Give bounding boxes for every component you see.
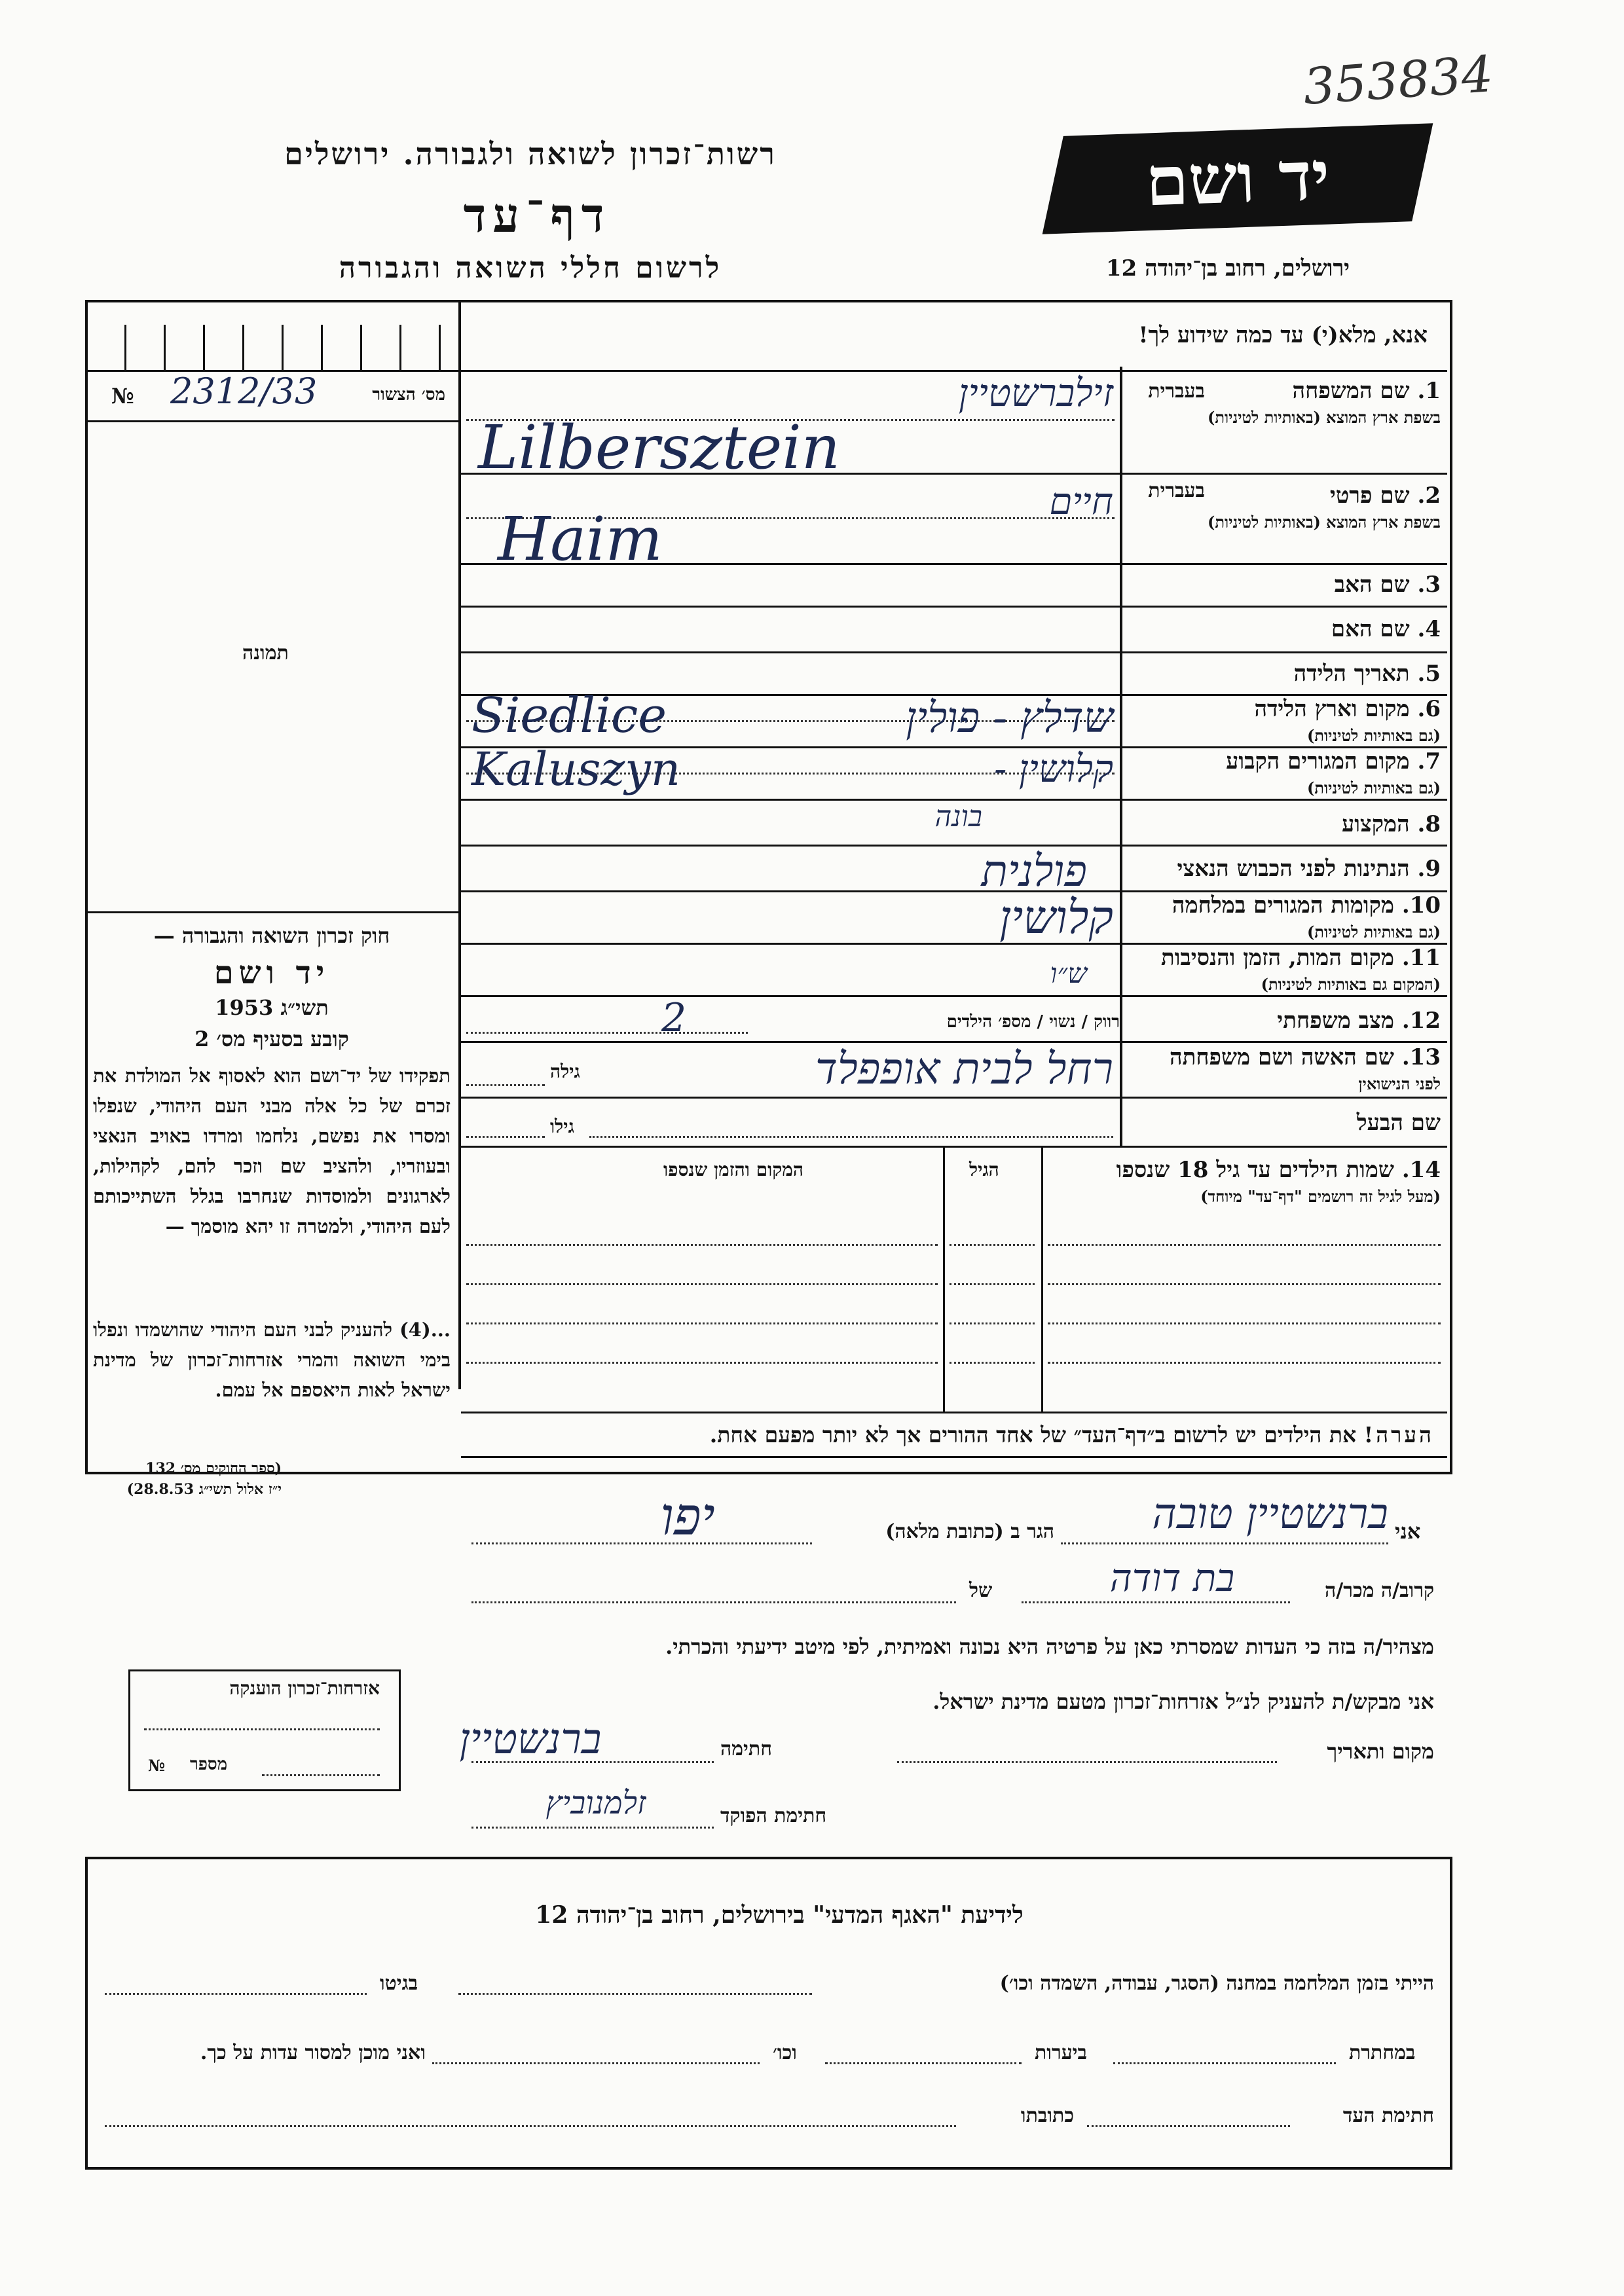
citizenship-number-label: מספר (190, 1755, 228, 1774)
authority-name: רשות־זכרון לשואה ולגבורה. ירושלים (284, 136, 777, 172)
footer-ghetto-label: בגיטו (380, 1972, 418, 1995)
marital-options: רווק / נשוי / מספ׳ הילדים (946, 1012, 1120, 1032)
field-num: 8. (1417, 811, 1441, 837)
law-title: חוק זכרון השואה והגבורה — (153, 923, 390, 948)
field-label: מקומות המגורים במלחמה (1172, 892, 1394, 919)
field-marital-status (1126, 1008, 1441, 1033)
residence-latin[interactable]: Kaluszyn (471, 742, 680, 796)
form-subtitle: לרשום חללי השואה והגבורה (339, 251, 722, 285)
resident-label: הגר ב (כתובת מלאה) (885, 1520, 1054, 1543)
field-residence (1126, 749, 1441, 801)
field-label: שם פרטי (1329, 483, 1410, 509)
field-num: 12. (1401, 1008, 1441, 1034)
officer-signature-label: חתימת הפוקד (720, 1804, 827, 1827)
field-label: שם האם (1331, 616, 1410, 642)
field-husband-name (1126, 1110, 1441, 1135)
field-sub: (המקום גם באותיות לטיניות) (1261, 975, 1441, 994)
registration-value[interactable]: 2312/33 (170, 371, 318, 412)
request-text: אני מבקש/ת להעניק לנ״ל אזרחות־זכרון מטעם מדינת ישראל. (932, 1689, 1434, 1714)
children-count-value[interactable]: 2 (661, 995, 687, 1041)
children-num: 14. (1401, 1157, 1441, 1183)
footer-witness-signature-label: חתימת העד (1342, 2104, 1434, 2127)
profession-value[interactable]: בונה (934, 800, 982, 833)
field-label: תאריך הלידה (1293, 661, 1410, 687)
children-col-age: הגיל (969, 1159, 999, 1180)
instruction-text: אנא, מלא(י) עד כמה שידוע לך! (1138, 322, 1428, 348)
field-label: שם המשפחה (1292, 378, 1410, 404)
children-label: שמות הילדים עד גיל 18 שנספו (1116, 1157, 1394, 1183)
field-sub: (גם באותיות לטיניות) (1306, 922, 1441, 941)
header-address: ירושלים, רחוב בן־יהודה 12 (1105, 255, 1350, 282)
field-father-name (1126, 572, 1441, 597)
signature-value[interactable]: ברנשטיין (459, 1715, 602, 1764)
form-title: דף־עד (463, 187, 611, 243)
field-sub: (גם באותיות לטיניות) (1306, 778, 1441, 797)
war-residence-value[interactable]: קלושין (999, 890, 1113, 944)
field-label: מצב משפחתי (1277, 1008, 1394, 1034)
citizenship-title: אזרחות־זכרון הוענקה (229, 1677, 380, 1699)
footer-willing-text: ואני מוכן למסור עדות על כך. (200, 2041, 426, 2064)
footer-camp-label: הייתי בזמן המלחמה במחנה (הסגר, עבודה, השמדה וכו׳) (999, 1972, 1434, 1995)
children-sub: (מעל לגיל זה רושמים "דף־עד" מיוחד) (1200, 1187, 1441, 1206)
hebrew-col-label-1: בעברית (1148, 380, 1205, 403)
field-war-residence (1126, 893, 1441, 945)
field-num: 3. (1417, 572, 1441, 598)
field-label: מקום וארץ הלידה (1254, 696, 1410, 722)
registration-number (92, 371, 452, 412)
field-num: 7. (1417, 748, 1441, 774)
field-birth-place (1126, 697, 1441, 748)
given-name-hebrew[interactable]: חיים (1049, 481, 1113, 523)
field-nationality (1126, 856, 1441, 881)
field-label: מקום המגורים הקבוע (1226, 748, 1410, 774)
declarant-label: אני (1395, 1519, 1421, 1544)
wife-name-value[interactable]: רחל לבית אופפלד (815, 1044, 1113, 1094)
hebrew-col-label-2: בעברית (1148, 479, 1205, 502)
archive-number: 353834 (1301, 44, 1495, 117)
children-col-place: המקום והזמן שנספו (663, 1159, 803, 1180)
note-label: הערה! (1363, 1422, 1434, 1448)
field-label: שם האשה ושם משפחתה (1170, 1044, 1394, 1070)
resident-value[interactable]: יפו (660, 1486, 715, 1547)
place-date-label: מקום ותאריך (1327, 1739, 1434, 1764)
field-num: 5. (1417, 661, 1441, 687)
field-label: מקום המות, הזמן והנסיבות (1160, 945, 1394, 971)
birth-place-hebrew[interactable]: שדלץ - פולין (906, 694, 1113, 742)
field-profession (1126, 812, 1441, 837)
field-sub: בשפת ארץ המוצא (באותיות לטיניות) (1208, 408, 1441, 427)
nationality-value[interactable]: פולנית (981, 846, 1087, 896)
field-num: 13. (1401, 1044, 1441, 1070)
declarant-name[interactable]: ברנשטיין טובה (1152, 1490, 1388, 1539)
law-years: תשי״ג 1953 (215, 995, 329, 1020)
footer-address-label: כתובתו (1020, 2104, 1074, 2127)
family-name-latin[interactable]: Lilbersztein (478, 412, 841, 483)
field-label: שם האב (1334, 572, 1410, 598)
registration-label: מס׳ הצשור (372, 385, 445, 405)
field-num: 2. (1417, 483, 1441, 509)
relative-value[interactable]: בת דודה (1109, 1556, 1235, 1600)
field-label: המקצוע (1341, 811, 1410, 837)
footer-title: לידיעת "האגף המדעי" בירושלים, רחוב בן־יהודה 12 (535, 1901, 1024, 1929)
logo-text: יד ושם (1144, 135, 1331, 222)
field-sub: (גם באותיות לטיניות) (1306, 726, 1441, 745)
field-num: 9. (1417, 856, 1441, 882)
law-text-2: ...(4) להעניק לבני העם היהודי שהושמדו ונפלו בימי השואה והמרי אזרחות־זכרון של מדינת ישראל לאות היאספם אל עמם. (93, 1319, 451, 1401)
field-sub: לפני הנישואין (1358, 1074, 1441, 1093)
field-num: 6. (1417, 696, 1441, 722)
residence-hebrew[interactable]: קלושין - (993, 746, 1113, 791)
field-mother-name (1126, 617, 1441, 642)
field-label: שם הבעל (1356, 1110, 1441, 1136)
field-birth-date (1126, 661, 1441, 686)
footer-forests-label: ביערות (1035, 2041, 1088, 2064)
birth-place-latin[interactable]: Siedlice (471, 687, 667, 744)
given-name-latin[interactable]: Haim (498, 504, 663, 574)
field-label: הנתינות לפני הכבוש הנאצי (1177, 856, 1410, 882)
officer-signature-value[interactable]: זלמנוביץ (545, 1785, 646, 1821)
field-num: 10. (1401, 892, 1441, 919)
field-death-place (1126, 945, 1441, 997)
death-place-value[interactable]: ש״ו (1050, 957, 1087, 989)
field-num: 4. (1417, 616, 1441, 642)
note-body: את הילדים יש לרשום ב״דף־העד״ של אחד ההורים אך לא יותר מפעם אחת. (709, 1422, 1357, 1448)
law-reference: (ספר החוקים מס׳ 132 (145, 1460, 282, 1477)
field-sub: בשפת ארץ המוצא (באותיות לטיניות) (1208, 513, 1441, 532)
yad-vashem-logo (1043, 123, 1433, 234)
photo-label: תמונה (242, 642, 289, 665)
wife-age-label: גילה (550, 1061, 580, 1082)
law-section: קובע בסעיף מס׳ 2 (194, 1027, 349, 1051)
field-num: 1. (1417, 378, 1441, 404)
citizenship-prefix: № (148, 1756, 166, 1775)
signature-label: חתימה (720, 1738, 772, 1760)
footer-etc-label: וכו׳ (773, 2041, 797, 2064)
note-text (471, 1422, 1434, 1448)
field-num: 11. (1401, 945, 1441, 971)
husband-age-label: גילו (550, 1116, 574, 1137)
family-name-hebrew[interactable]: זילברשטיין (958, 371, 1113, 415)
of-label: של (969, 1579, 993, 1602)
law-text: תפקידו של יד־ושם הוא לאסוף אל המולדת את זכרם של כל אלה מבני העם היהודי, שנפלו ומסרו את נפשם, נלחמו ומרדו באויב הנאצי ובעוזריו, ולהציב שם וזכר להם, לקהילות, לארגונים ולמוסדות שנחרבו בגלל השתייכותם לעם היהודי, ולמטרה זו יהא מוסמך — (93, 1065, 451, 1237)
law-reference-2: י״ז אלול תשי״ג 28.8.53) (126, 1481, 282, 1498)
footer-underground-label: במחתרת (1349, 2041, 1416, 2064)
declare-text: מצהיר/ה בזה כי העדות שמסרתי כאן על פרטיה היא נכונה ואמיתית, לפי מיטב ידיעתי והכרתי. (665, 1634, 1434, 1659)
field-wife-name (1126, 1045, 1441, 1097)
registration-prefix: № (111, 384, 134, 409)
law-name: יד ושם (213, 955, 330, 991)
children-header (1048, 1157, 1441, 1209)
relative-label: קרוב/ה מכר/ה (1325, 1579, 1434, 1602)
